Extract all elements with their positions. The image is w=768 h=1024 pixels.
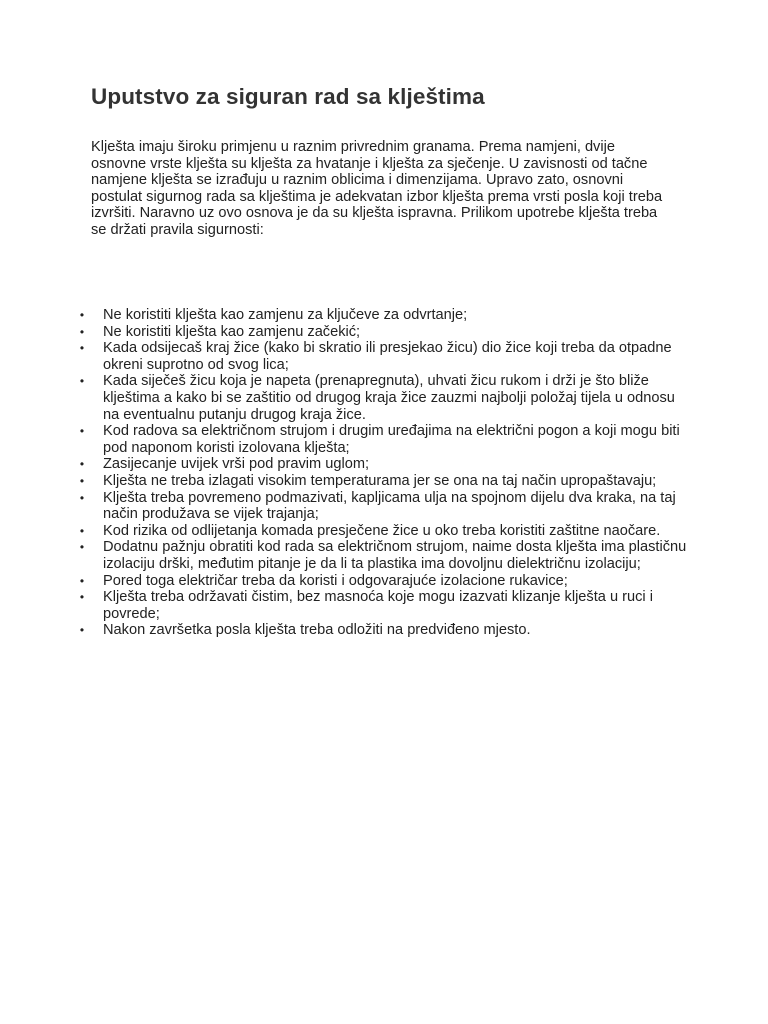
list-item-text: Zasijecanje uvijek vrši pod pravim uglom; — [103, 456, 370, 473]
bullet-icon: • — [79, 523, 85, 538]
list-item-text: Kada siječeš žicu koja je napeta (prenapregnuta), uhvati žicu rukom i drži je što bliže klještima a kako bi se zaštitio od drugog kraja žice zauzmi najbolji položaj tijela u odnosu na eventualnu putanju drugog kraja žice. — [103, 373, 675, 423]
bullet-icon: • — [79, 490, 85, 505]
list-item — [79, 323, 693, 341]
list-item — [79, 423, 693, 456]
list-item-text: Klješta ne treba izlagati visokim temperaturama jer se ona na taj način upropaštavaju; — [103, 472, 657, 489]
list-item — [79, 589, 693, 622]
list-item-text: Ne koristiti klješta kao zamjenu začekić; — [103, 323, 361, 340]
bullet-icon: • — [79, 623, 85, 638]
bullet-icon: • — [79, 590, 85, 605]
document-title: Uputstvo za siguran rad sa klještima — [91, 84, 485, 109]
list-item — [79, 572, 693, 590]
list-item — [79, 307, 693, 324]
bullet-icon: • — [79, 374, 85, 389]
list-item — [79, 472, 693, 490]
list-item-text: Nakon završetka posla klješta treba odložiti na predviđeno mjesto. — [103, 622, 531, 639]
bullet-icon: • — [79, 341, 85, 356]
bullet-icon: • — [79, 573, 85, 588]
list-item — [79, 489, 693, 523]
list-item-text: Klješta treba povremeno podmazivati, kapljicama ulja na spojnom dijelu dva kraka, na taj način produžava se vijek trajanja; — [103, 489, 676, 523]
list-item — [79, 456, 693, 473]
list-item-text: Kod rizika od odlijetanja komada presječene žice u oko treba koristiti zaštitne naočare. — [103, 522, 661, 539]
safety-rules-list — [79, 307, 693, 639]
bullet-icon: • — [79, 424, 85, 439]
bullet-icon: • — [79, 324, 85, 339]
bullet-icon: • — [79, 308, 85, 322]
list-item — [79, 522, 693, 540]
list-item-text: Pored toga električar treba da koristi i odgovarajuće izolacione rukavice; — [103, 572, 568, 589]
list-item — [79, 340, 693, 373]
list-item — [79, 539, 693, 572]
bullet-icon: • — [79, 473, 85, 488]
list-item — [79, 373, 693, 423]
list-item — [79, 622, 693, 639]
list-item-text: Kod radova sa električnom strujom i drugim uređajima na električni pogon a koji mogu biti pod naponom koristi izolovana klješta; — [103, 423, 680, 456]
list-item-text: Kada odsijecaš kraj žice (kako bi skratio ili presjekao žicu) dio žice koji treba da otpadne okreni suprotno od svog lica; — [103, 340, 672, 373]
list-item-text: Ne koristiti klješta kao zamjenu za ključeve za odvrtanje; — [103, 307, 468, 323]
intro-paragraph: Klješta imaju široku primjenu u raznim privrednim granama. Prema namjeni, dvije osnovne vrste klješta su klješta za hvatanje i klješta za sječenje. U zavisnosti od tačne namjene klješta se izrađuju u raznim oblicima i dimenzijama. Upravo zato, osnovni postulat sigurnog rada sa klještima je adekvatan izbor klješta prema vrsti posla koji treba izvršiti. Naravno uz ovo osnova je da su klješta ispravna. Prilikom upotrebe klješta treba se držati pravila sigurnosti: — [91, 139, 663, 238]
list-item-text: Klješta treba održavati čistim, bez masnoća koje mogu izazvati klizanje klješta u ruci i povrede; — [103, 589, 653, 622]
bullet-icon: • — [79, 457, 85, 472]
bullet-icon: • — [79, 540, 85, 555]
list-item-text: Dodatnu pažnju obratiti kod rada sa električnom strujom, naime dosta klješta ima plastičnu izolaciju drški, međutim pitanje je da li ta plastika ima dovoljnu dielektričnu izolaciju; — [103, 539, 687, 572]
